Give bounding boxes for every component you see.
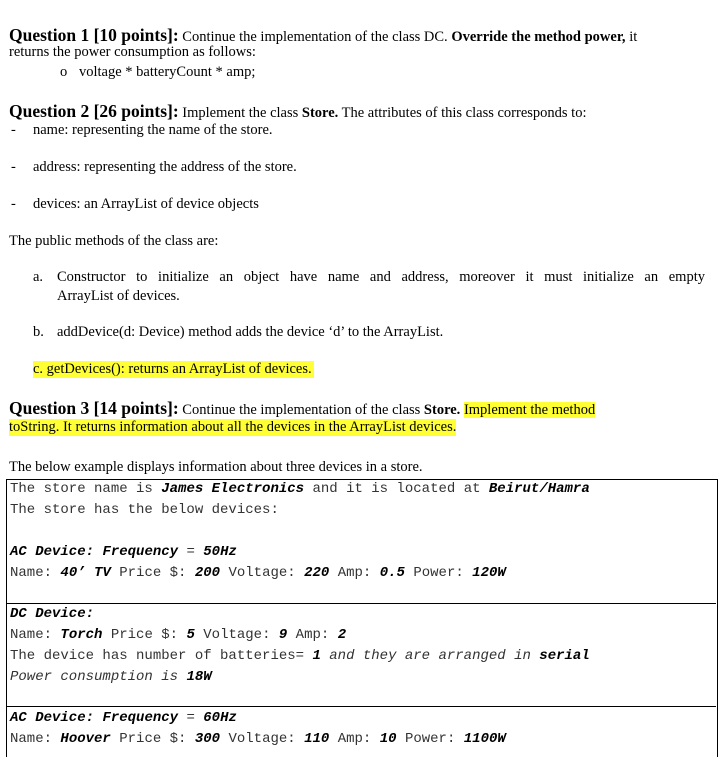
has-devices-line: The store has the below devices:	[10, 502, 279, 518]
q2-heading: Question 2 [26 points]:	[9, 101, 179, 121]
method-a-line1: Constructor to initialize an object have name and address, moreover it must initialize an empty	[57, 269, 705, 285]
device2-batteries: The device has number of batteries= 1 and they are arranged in serial	[10, 648, 590, 664]
methods-intro: The public methods of the class are:	[9, 233, 219, 249]
attr-dash: -	[11, 196, 16, 212]
method-b-label: b.	[33, 324, 44, 340]
q2-line1: Question 2 [26 points]: Implement the class Store. The attributes of this class corresponds to:	[9, 101, 587, 121]
device3-details: Name: Hoover Price $: 300 Voltage: 110 Amp: 10 Power: 1100W	[10, 731, 506, 747]
output-separator	[7, 706, 716, 707]
attr-name: name: representing the name of the store.	[33, 122, 273, 138]
device3-header: AC Device: Frequency = 60Hz	[10, 710, 237, 726]
q1-heading: Question 1 [10 points]:	[9, 25, 179, 45]
attr-dash: -	[11, 159, 16, 175]
q1-line2: returns the power consumption as follows:	[9, 44, 256, 60]
q3-line2: toString. It returns information about all the devices in the ArrayList devices.	[9, 419, 457, 435]
attr-address: address: representing the address of the store.	[33, 159, 297, 175]
device2-header: DC Device:	[10, 606, 95, 622]
q3-heading: Question 3 [14 points]:	[9, 398, 179, 418]
method-b: addDevice(d: Device) method adds the device ‘d’ to the ArrayList.	[57, 324, 444, 340]
method-a-label: a.	[33, 269, 44, 285]
method-c: c. getDevices(): returns an ArrayList of devices.	[33, 361, 312, 377]
device2-details: Name: Torch Price $: 5 Voltage: 9 Amp: 2	[10, 627, 347, 643]
device2-consumption: Power consumption is 18W	[10, 669, 212, 685]
device1-details: Name: 40’ TV Price $: 200 Voltage: 220 Amp: 0.5 Power: 120W	[10, 565, 506, 581]
q1-line1: Question 1 [10 points]: Continue the implementation of the class DC. Override the method power, it	[9, 25, 638, 45]
device1-header: AC Device: Frequency = 50Hz	[10, 544, 237, 560]
method-a-line2: ArrayList of devices.	[57, 288, 180, 304]
attr-devices: devices: an ArrayList of device objects	[33, 196, 259, 212]
output-separator	[7, 603, 716, 604]
q1-bullet: o	[60, 64, 68, 80]
attr-dash: -	[11, 122, 16, 138]
example-intro: The below example displays information about three devices in a store.	[9, 459, 423, 475]
q3-line1: Question 3 [14 points]: Continue the implementation of the class Store. Implement the method	[9, 398, 596, 418]
store-line: The store name is James Electronics and it is located at Beirut/Hamra	[10, 481, 590, 497]
q1-formula: voltage * batteryCount * amp;	[79, 64, 256, 80]
